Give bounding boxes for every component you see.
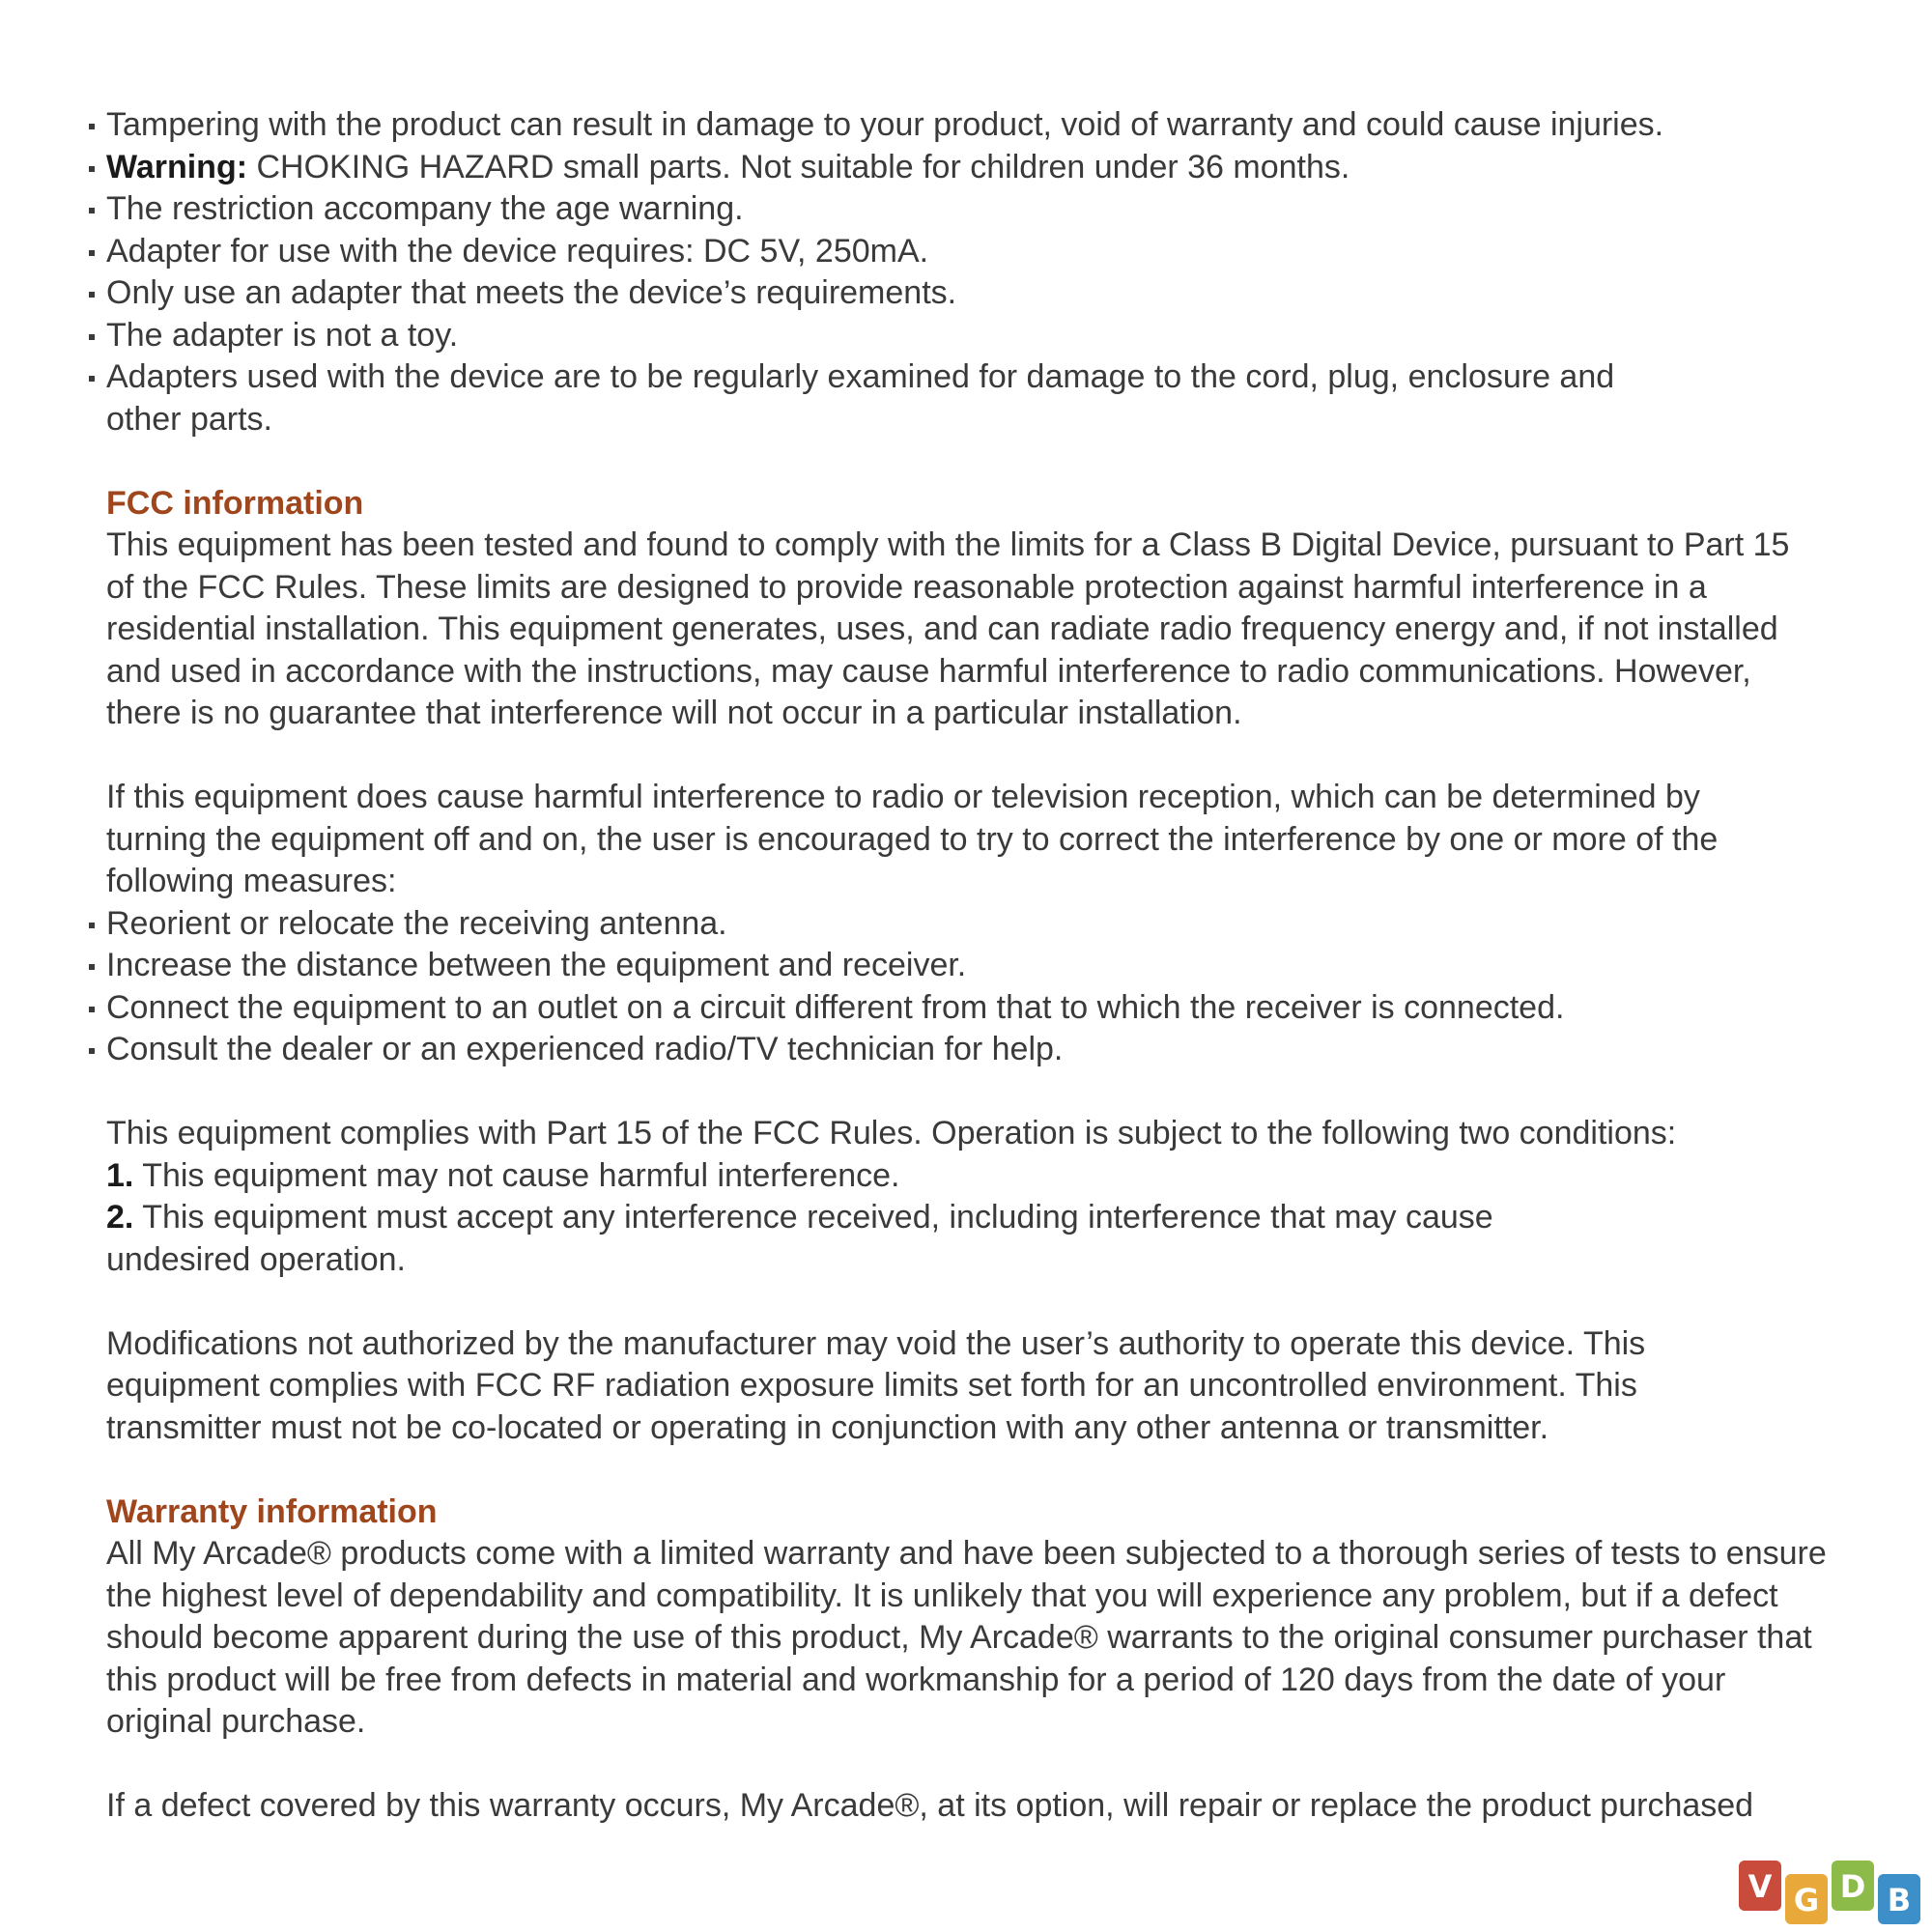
list-item-text: CHOKING HAZARD small parts. Not suitable for children under 36 months. xyxy=(247,148,1350,185)
condition-number: 1. xyxy=(106,1156,134,1194)
list-item-text: Connect the equipment to an outlet on a circuit different from that to which the receiver is connected. xyxy=(106,988,1565,1026)
fcc-measures-list xyxy=(106,903,1835,1071)
list-item-text: Tampering with the product can result in damage to your product, void of warranty and could cause injuries. xyxy=(106,106,1664,143)
warning-label: Warning: xyxy=(106,148,248,185)
warranty-paragraph-1: All My Arcade® products come with a limited warranty and have been subjected to a thorough series of tests to ensure the highest level of dependability and compatibility. It is unlikely that you will experience any problem, but if a defect should become apparent during the use of this product, My Arcade® warrants to the original consumer purchaser that this product will be free from defects in material and workmanship for a period of 120 days from the date of your original purchase. xyxy=(106,1535,1827,1740)
spacer xyxy=(106,1281,1835,1323)
fcc-paragraph-4: Modifications not authorized by the manufacturer may void the user’s authority to operate this device. This equipment complies with FCC RF radiation exposure limits set forth for an uncontrolled environment. This transmitter must not be co-located or operating in conjunction with any other antenna or transmitter. xyxy=(106,1324,1646,1446)
fcc-paragraph-1: This equipment has been tested and found to comply with the limits for a Class B Digital Device, pursuant to Part 15 of the FCC Rules. These limits are designed to provide reasonable protection against harmful interference in a residential installation. This equipment generates, uses, and can radiate radio frequency energy and, if not installed and used in accordance with the instructions, may cause harmful interference to radio communications. However, there is no guarantee that interference will not occur in a particular installation. xyxy=(106,526,1790,731)
warranty-paragraph-2: If a defect covered by this warranty occurs, My Arcade®, at its option, will repair or replace the product purchased xyxy=(106,1787,1754,1824)
list-item xyxy=(106,356,1652,440)
logo-letter: B xyxy=(1887,1882,1912,1918)
logo-letter: D xyxy=(1839,1868,1866,1905)
list-item xyxy=(106,231,1835,273)
fcc-paragraph-3: This equipment complies with Part 15 of the FCC Rules. Operation is subject to the following two conditions: xyxy=(106,1115,1677,1151)
fcc-paragraph-2: If this equipment does cause harmful interference to radio or television reception, which can be determined by turning the equipment off and on, the user is encouraged to try to correct the interference by one or more of the following measures: xyxy=(106,779,1719,899)
list-item xyxy=(106,104,1835,147)
list-item xyxy=(106,903,1835,946)
list-item xyxy=(106,147,1835,189)
condition-text: This equipment may not cause harmful interference. xyxy=(133,1156,900,1194)
logo-letter: G xyxy=(1793,1882,1820,1918)
condition-2 xyxy=(106,1197,1575,1281)
fcc-heading: FCC information xyxy=(106,484,364,522)
list-item-text: Adapters used with the device are to be regularly examined for damage to the cord, plug, enclosure and other parts. xyxy=(106,358,1615,438)
list-item xyxy=(106,315,1835,357)
condition-number: 2. xyxy=(106,1199,134,1236)
list-item xyxy=(106,188,1835,231)
spacer xyxy=(106,1071,1835,1114)
condition-text: This equipment must accept any interference received, including interference that may cause undesired operation. xyxy=(106,1199,1493,1278)
list-item xyxy=(106,272,1835,315)
condition-1 xyxy=(106,1155,1835,1198)
vgdb-watermark-logo xyxy=(1735,1855,1928,1928)
list-item-text: Increase the distance between the equipment and receiver. xyxy=(106,947,967,983)
spacer xyxy=(106,1449,1835,1492)
warranty-heading: Warranty information xyxy=(106,1492,438,1530)
manual-content xyxy=(106,104,1835,1828)
spacer xyxy=(106,735,1835,778)
spacer xyxy=(106,1744,1835,1786)
list-item-text: The adapter is not a toy. xyxy=(106,316,459,354)
list-item xyxy=(106,987,1835,1030)
list-item-text: Reorient or relocate the receiving antenna. xyxy=(106,904,727,942)
list-item xyxy=(106,1029,1835,1071)
safety-list xyxy=(106,104,1835,440)
list-item-text: Adapter for use with the device requires: DC 5V, 250mA. xyxy=(106,232,929,270)
list-item-text: Only use an adapter that meets the device’s requirements. xyxy=(106,274,957,311)
list-item-text: Consult the dealer or an experienced radio/TV technician for help. xyxy=(106,1031,1064,1067)
list-item xyxy=(106,945,1835,987)
logo-letter: V xyxy=(1747,1868,1773,1905)
list-item-text: The restriction accompany the age warning. xyxy=(106,190,744,227)
spacer xyxy=(106,440,1835,483)
